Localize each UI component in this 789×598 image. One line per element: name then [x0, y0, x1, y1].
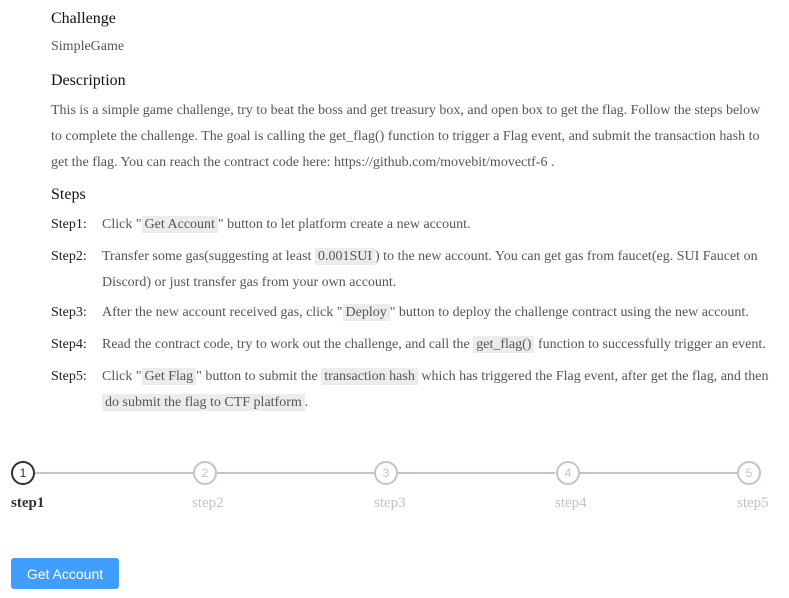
challenge-heading: Challenge: [51, 10, 116, 27]
code-chip: get_flag(): [473, 336, 534, 353]
step-1-name: step1: [11, 495, 45, 511]
step-text: Read the contract code, try to work out the challenge, and call the get_flag() function to successfully trigger an event.: [102, 337, 766, 352]
step-3-name: step3: [374, 495, 406, 511]
step-label: Step4:: [51, 337, 87, 352]
step-label: Step5:: [51, 369, 87, 384]
step-2-name: step2: [192, 495, 224, 511]
code-chip: Get Account: [142, 216, 218, 233]
stepper-connector: [217, 472, 374, 474]
step-5-indicator: 5: [737, 461, 761, 485]
step-2-indicator: 2: [193, 461, 217, 485]
steps-heading: Steps: [51, 186, 86, 203]
stepper-connector: [398, 472, 555, 474]
progress-stepper: [0, 460, 789, 520]
step-row-5: [51, 364, 773, 416]
step-label: Step2:: [51, 249, 87, 264]
step-5-name: step5: [737, 495, 769, 511]
step-label: Step1:: [51, 217, 87, 232]
code-chip: Get Flag: [142, 368, 197, 385]
stepper-connector: [35, 472, 193, 474]
code-chip: Deploy: [343, 304, 390, 321]
code-chip: 0.001SUI: [315, 248, 375, 265]
step-4-indicator: 4: [556, 461, 580, 485]
code-chip: do submit the flag to CTF platform: [102, 394, 305, 411]
stepper-connector: [580, 472, 737, 474]
step-4-name: step4: [555, 495, 587, 511]
step-1-indicator: 1: [11, 461, 35, 485]
step-text: Transfer some gas(suggesting at least 0.001SUI ) to the new account. You can get gas from faucet(eg. SUI Faucet on Discord) or just transfer gas from your own account.: [102, 249, 758, 290]
step-text: After the new account received gas, click " Deploy " button to deploy the challenge contract using the new account.: [102, 305, 749, 320]
step-row-1: [51, 212, 773, 238]
step-text: Click " Get Account " button to let platform create a new account.: [102, 217, 471, 232]
step-3-indicator: 3: [374, 461, 398, 485]
step-row-4: [51, 332, 773, 358]
step-row-3: [51, 300, 773, 326]
get-account-button[interactable]: Get Account: [11, 558, 119, 589]
description-text: This is a simple game challenge, try to beat the boss and get treasury box, and open box to get the flag. Follow the steps below to complete the challenge. The goal is calling the get_flag() function to trigger a Flag event, and submit the transaction hash to get the flag. You can reach the contract code here: https://github.com/movebit/movectf-6 .: [51, 103, 761, 170]
code-chip: transaction hash: [321, 368, 418, 385]
step-text: Click " Get Flag " button to submit the transaction hash which has triggered the Flag event, after get the flag, and then do submit the flag to CTF platform .: [102, 369, 769, 410]
step-label: Step3:: [51, 305, 87, 320]
step-row-2: [51, 244, 773, 296]
challenge-name: SimpleGame: [51, 39, 125, 54]
description-heading: Description: [51, 72, 126, 89]
